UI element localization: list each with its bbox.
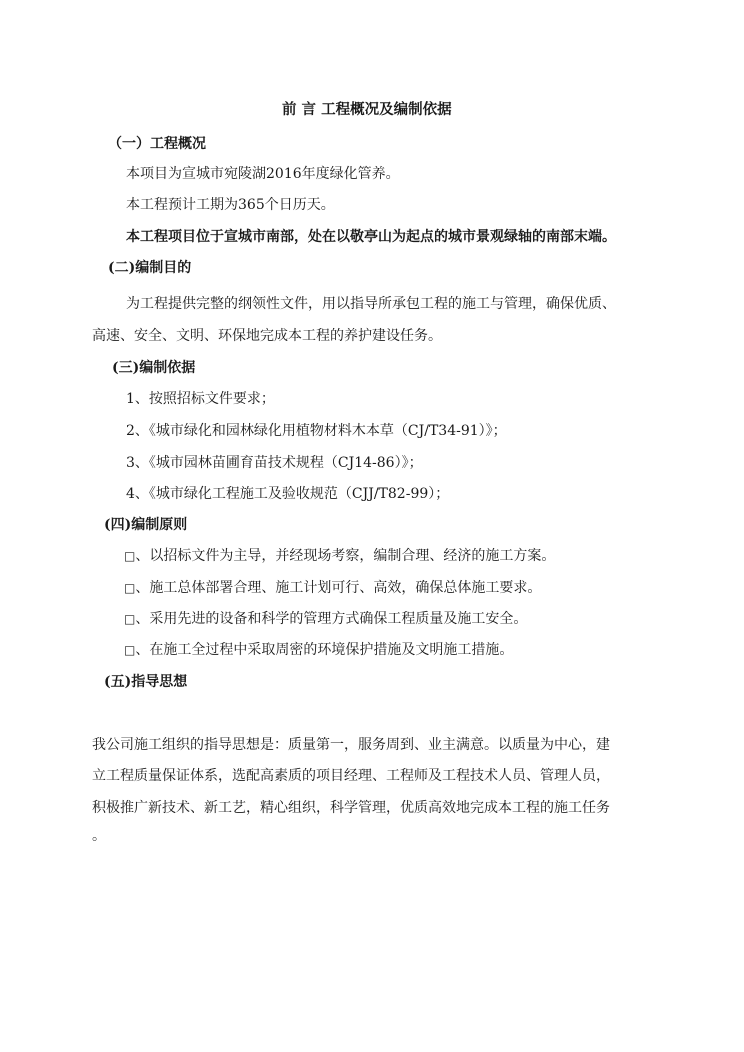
s4-item-1 bbox=[124, 546, 555, 566]
s5-line-4: 。 bbox=[92, 828, 106, 844]
section-3-heading: (三)编制依据 bbox=[112, 360, 196, 376]
s4-item-text: 、在施工全过程中采取周密的环境保护措施及文明施工措施。 bbox=[135, 642, 514, 658]
s5-line-3: 积极推广新技术、新工艺，精心组织，科学管理，优质高效地完成本工程的施工任务 bbox=[92, 800, 610, 816]
bullet-box-icon: □ bbox=[124, 612, 136, 626]
bullet-box-icon: □ bbox=[124, 581, 136, 595]
s4-item-text: 、施工总体部署合理、施工计划可行、高效，确保总体施工要求。 bbox=[135, 580, 542, 596]
s4-item-text: 、以招标文件为主导，并经现场考察，编制合理、经济的施工方案。 bbox=[135, 548, 556, 564]
s3-item-2: 2、《城市绿化和园林绿化用植物材料木本草（CJ/T34-91）》； bbox=[126, 423, 507, 439]
s4-item-4 bbox=[124, 640, 513, 660]
s5-line-1: 我公司施工组织的指导思想是：质量第一，服务周到、业主满意。以质量为中心，建 bbox=[92, 737, 610, 753]
s1-paragraph-3: 本工程项目位于宣城市南部，处在以敬亭山为起点的城市景观绿轴的南部末端。 bbox=[126, 229, 616, 245]
s1-paragraph-1: 本项目为宣城市宛陵湖2016年度绿化管养。 bbox=[126, 166, 400, 182]
section-5-heading: (五)指导思想 bbox=[104, 674, 188, 690]
s4-item-2 bbox=[124, 578, 541, 598]
s3-item-3: 3、《城市园林苗圃育苗技术规程（CJ14-86）》； bbox=[126, 455, 423, 471]
section-1-heading: （一）工程概况 bbox=[108, 136, 206, 152]
s1-paragraph-2: 本工程预计工期为365个日历天。 bbox=[126, 197, 335, 213]
section-2-heading: (二)编制目的 bbox=[108, 260, 192, 276]
s4-item-text: 、采用先进的设备和科学的管理方式确保工程质量及施工安全。 bbox=[135, 611, 528, 627]
s2-line-1: 为工程提供完整的纲领性文件，用以指导所承包工程的施工与管理，确保优质、 bbox=[126, 296, 616, 312]
s2-line-2: 高速、安全、文明、环保地完成本工程的养护建设任务。 bbox=[92, 328, 442, 344]
bullet-box-icon: □ bbox=[124, 549, 136, 563]
bullet-box-icon: □ bbox=[124, 643, 136, 657]
section-4-heading: (四)编制原则 bbox=[104, 517, 188, 533]
s5-line-2: 立工程质量保证体系，选配高素质的项目经理、工程师及工程技术人员、管理人员， bbox=[92, 768, 610, 784]
page-title: 前 言 工程概况及编制依据 bbox=[282, 101, 452, 118]
s3-item-4: 4、《城市绿化工程施工及验收规范（CJJ/T82-99）； bbox=[126, 486, 450, 502]
s3-item-1: 1、按照招标文件要求； bbox=[126, 391, 275, 407]
s4-item-3 bbox=[124, 609, 527, 629]
